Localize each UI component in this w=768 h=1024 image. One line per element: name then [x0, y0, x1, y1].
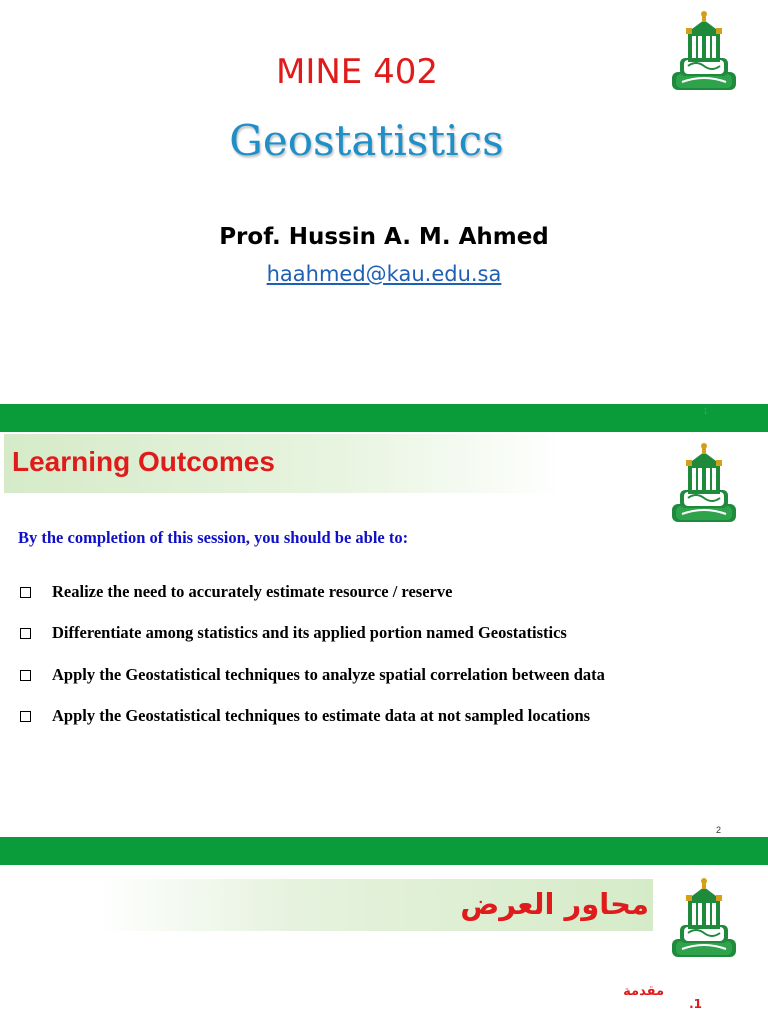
list-item-text: Apply the Geostatistical techniques to analyze spatial correlation between data [52, 665, 605, 684]
list-item-number: .1 [689, 997, 702, 1011]
list-item [20, 623, 567, 643]
slide-divider-band [0, 404, 768, 432]
checkbox-icon [20, 628, 31, 639]
course-title: Geostatistics [229, 116, 504, 165]
intro-text: By the completion of this session, you should be able to: [18, 528, 409, 547]
list-item-text: Realize the need to accurately estimate resource / reserve [52, 582, 453, 601]
list-item-text: Apply the Geostatistical techniques to estimate data at not sampled locations [52, 706, 591, 725]
page-number: 1 [703, 406, 709, 416]
list-item-text: Differentiate among statistics and its applied portion named Geostatistics [52, 623, 567, 642]
checkbox-icon [20, 670, 31, 681]
list-item [20, 582, 452, 602]
university-crest-icon [666, 442, 742, 528]
section-header [4, 434, 564, 493]
slide-title [0, 0, 768, 404]
email-link[interactable]: haahmed@kau.edu.sa [266, 262, 502, 286]
slide-outline [0, 865, 768, 1024]
section-title: محاور العرض [460, 887, 649, 921]
list-item [20, 706, 590, 726]
list-item: مقدمة [623, 984, 664, 999]
checkbox-icon [20, 711, 31, 722]
professor-name: Prof. Hussin A. M. Ahmed [219, 224, 549, 250]
university-crest-icon [666, 877, 742, 963]
slide-divider-band [0, 837, 768, 865]
slide-learning-outcomes [0, 432, 768, 837]
section-title: Learning Outcomes [12, 446, 275, 477]
checkbox-icon [20, 587, 31, 598]
page-number: 2 [716, 825, 722, 835]
course-code: MINE 402 [276, 52, 438, 92]
section-header [98, 879, 653, 931]
list-item [20, 665, 605, 685]
